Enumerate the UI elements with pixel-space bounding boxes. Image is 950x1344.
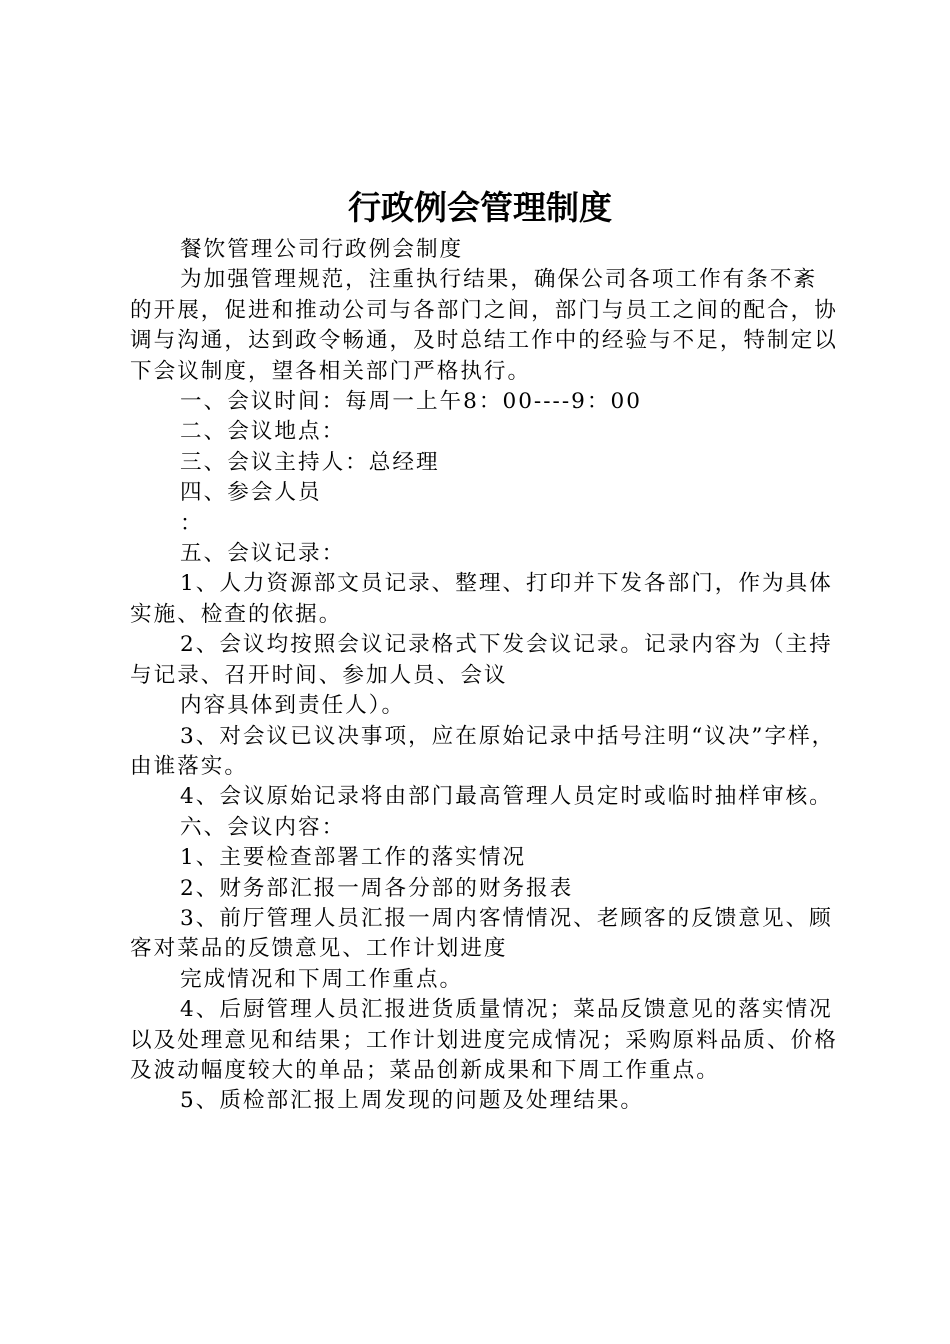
paragraph-content-item-3-cont: 完成情况和下周工作重点。 (180, 966, 464, 992)
paragraph-attendees-colon: ： (180, 510, 204, 536)
paragraph-content-item-2: 2、财务部汇报一周各分部的财务报表 (180, 875, 574, 901)
paragraph-subtitle: 餐饮管理公司行政例会制度 (180, 237, 464, 262)
paragraph-record-item-4: 4、会议原始记录将由部门最高管理人员定时或临时抽样审核。 (180, 784, 833, 810)
paragraph-meeting-content: 六、会议内容： (180, 814, 346, 840)
paragraph-record-item-3: 3、对会议已议决事项，应在原始记录中括号注明“议决”字样，由谁落实。 (130, 723, 836, 779)
document-body (130, 235, 840, 1117)
paragraph-record-item-1: 1、人力资源部文员记录、整理、打印并下发各部门，作为具体实施、检查的依据。 (130, 571, 833, 627)
paragraph-meeting-records: 五、会议记录： (180, 541, 346, 567)
paragraph-content-item-3: 3、前厅管理人员汇报一周内客情情况、老顾客的反馈意见、顾客对菜品的反馈意见、工作计划进度 (130, 905, 833, 962)
paragraph-meeting-place: 二、会议地点： (180, 419, 346, 445)
paragraph-meeting-host: 三、会议主持人：总经理 (180, 449, 440, 475)
paragraph-content-item-5: 5、质检部汇报上周发现的问题及处理结果。 (180, 1088, 645, 1114)
paragraph-record-item-2-cont: 内容具体到责任人）。 (180, 693, 406, 719)
paragraph-intro: 为加强管理规范，注重执行结果，确保公司各项工作有条不紊的开展，促进和推动公司与各部门之间，部门与员工之间的配合，协调与沟通，达到政令畅通，及时总结工作中的经验与不足，特制定以下会议制度，望各相关部门严格执行。 (130, 267, 838, 384)
paragraph-record-item-2: 2、会议均按照会议记录格式下发会议记录。记录内容为（主持与记录、召开时间、参加人员、会议 (130, 632, 833, 688)
paragraph-content-item-1: 1、主要检查部署工作的落实情况 (180, 845, 527, 871)
paragraph-meeting-time: 一、会议时间：每周一上午8：00----9：00 (180, 389, 642, 415)
paragraph-attendees: 四、参会人员 (180, 480, 322, 506)
document-title: 行政例会管理制度 (348, 188, 612, 227)
paragraph-content-item-4: 4、后厨管理人员汇报进货质量情况；菜品反馈意见的落实情况以及处理意见和结果；工作计划进度完成情况；采购原料品质、价格及波动幅度较大的单品；菜品创新成果和下周工作重点。 (130, 997, 838, 1083)
